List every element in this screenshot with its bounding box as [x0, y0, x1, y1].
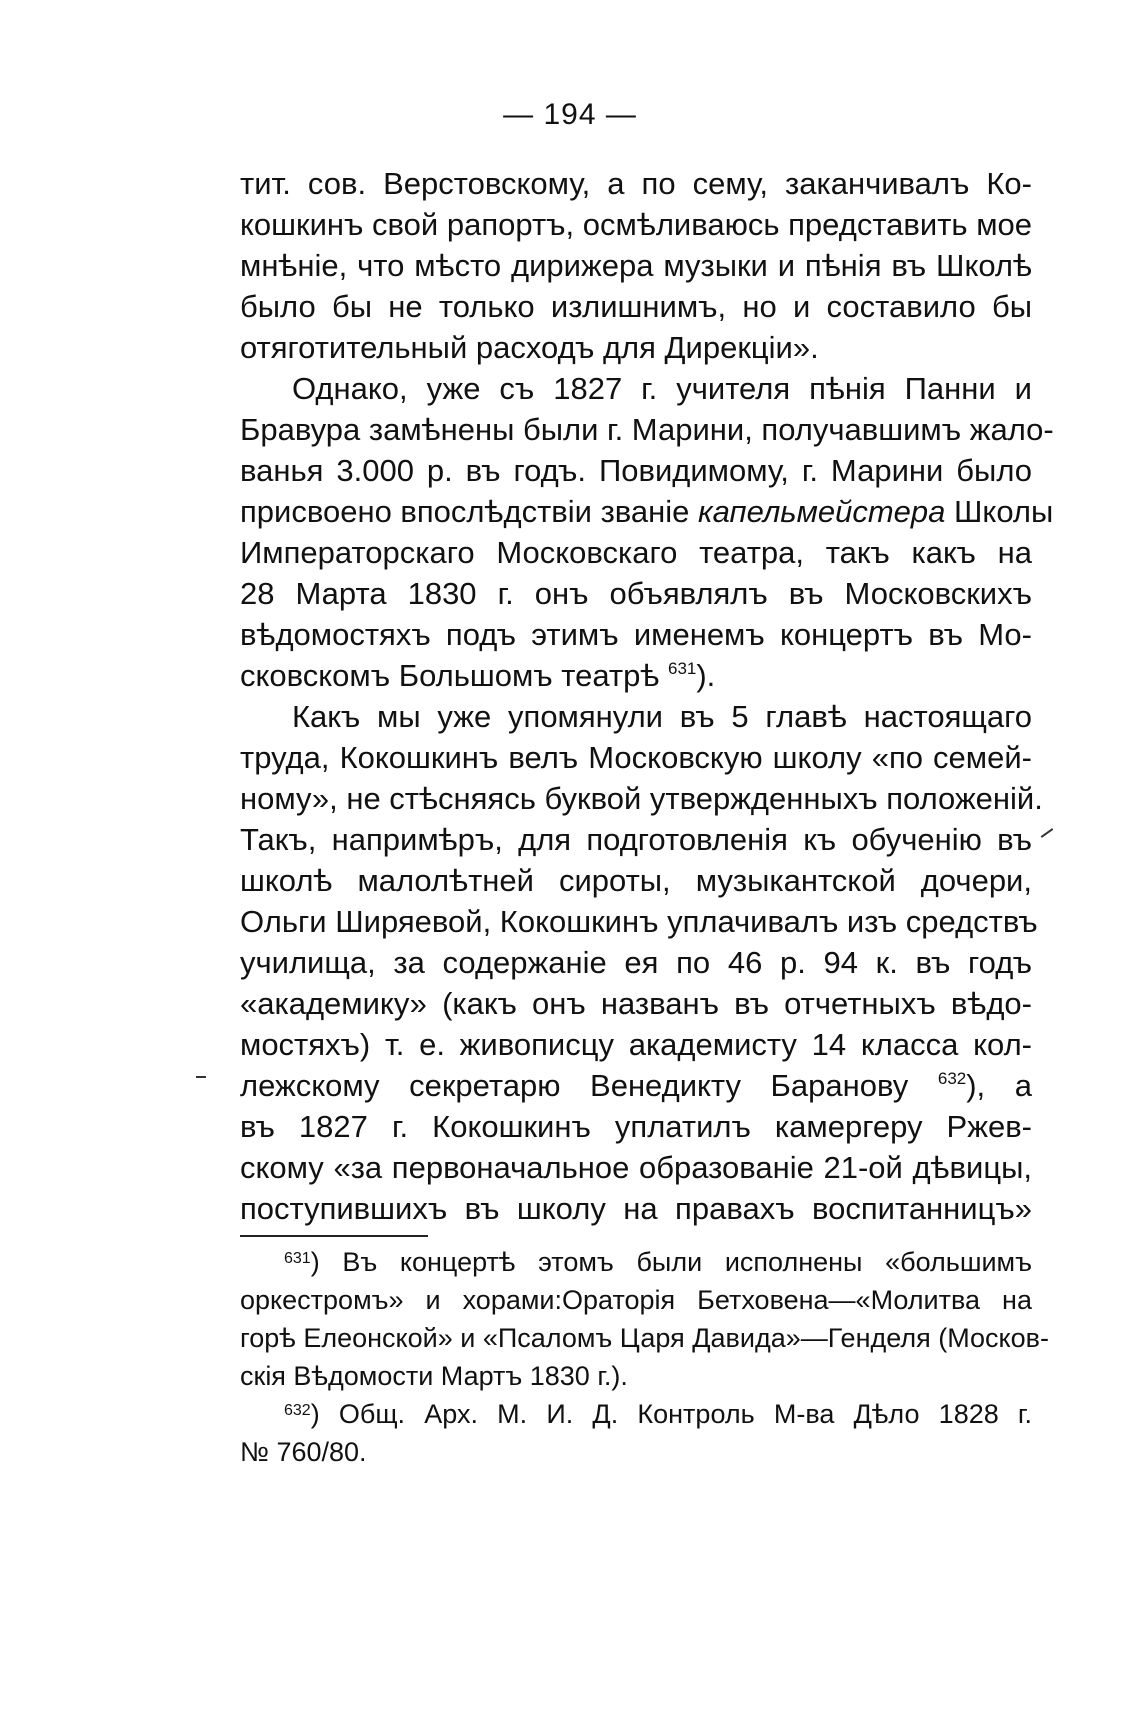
footnote-line: [240, 1395, 1032, 1433]
footnotes: [240, 1243, 1049, 1471]
text-line: скому «за первоначальное образованіе 21-ой дѣвицы,: [240, 1150, 1032, 1185]
margin-pencil-mark: [196, 1076, 206, 1078]
text-line: Императорскаго Московскаго театра, такъ какъ на: [240, 535, 1032, 570]
text-line: вѣдомостяхъ подъ этимъ именемъ концертъ въ Мо-: [240, 617, 1032, 652]
text-line: ному», не стѣсняясь буквой утвержденныхъ положеній.: [240, 781, 1043, 816]
text-line: «академику» (какъ онъ названъ въ отчетныхъ вѣдо-: [240, 986, 1032, 1021]
page-number: — 194 —: [503, 98, 637, 131]
text-line: тит. сов. Верстовскому, а по сему, заканчивалъ Ко-: [240, 166, 1032, 201]
footnote-reference: 631: [667, 659, 697, 678]
footnote-divider: [240, 1235, 428, 1237]
text-line: кошкинъ свой рапортъ, осмѣливаюсь представить мое: [240, 207, 1032, 242]
body-text: [240, 163, 1054, 1229]
text-line: Какъ мы уже упомянули въ 5 главѣ настоящаго: [292, 699, 1032, 734]
text-segment: Школы: [945, 494, 1054, 529]
text-line: 28 Марта 1830 г. онъ объявлялъ въ Московскихъ: [240, 576, 1032, 611]
margin-pencil-mark: [1041, 828, 1054, 838]
text-line: Бравура замѣнены были г. Марини, получавшимъ жало-: [240, 412, 1054, 447]
footnote-line: скія Вѣдомости Мартъ 1830 г.).: [240, 1361, 628, 1391]
footnote-text: ) Общ. Арх. М. И. Д. Контроль М-ва Дѣло 1828 г.: [310, 1399, 1032, 1429]
text-segment: присвоено впослѣдствіи званіе: [240, 494, 699, 529]
footnote-line: горѣ Елеонской» и «Псаломъ Царя Давида»—Генделя (Москов-: [240, 1323, 1049, 1353]
text-line: отяготительный расходъ для Дирекціи».: [240, 330, 819, 365]
text-segment: сковскомъ Большомъ театрѣ: [240, 658, 668, 693]
text-segment: ).: [696, 658, 716, 693]
text-line: школѣ малолѣтней сироты, музыкантской дочери,: [240, 863, 1032, 898]
italic-term: капельмейстера: [698, 494, 946, 529]
text-segment: ), а: [966, 1068, 1032, 1103]
text-line: ванья 3.000 р. въ годъ. Повидимому, г. Марини было: [240, 453, 1032, 488]
text-line: Однако, уже съ 1827 г. учителя пѣнія Панни и: [292, 371, 1032, 406]
text-line: поступившихъ въ школу на правахъ воспитанницъ»: [240, 1191, 1032, 1226]
text-line: [240, 655, 1032, 696]
text-line: [240, 1065, 1032, 1106]
footnote-line: оркестромъ» и хорами:Ораторія Бетховена—«Молитва на: [240, 1285, 1032, 1315]
footnote-marker: 631: [284, 1250, 311, 1267]
footnote-reference: 632: [937, 1069, 967, 1088]
text-line: мнѣніе, что мѣсто дирижера музыки и пѣнія въ Школѣ: [240, 248, 1032, 283]
text-line: было бы не только излишнимъ, но и составило бы: [240, 289, 1032, 324]
footnote-text: ) Въ концертѣ этомъ были исполнены «большимъ: [310, 1247, 1032, 1277]
footnote-marker: 632: [284, 1402, 311, 1419]
text-segment: лежскому секретарю Венедикту Баранову: [240, 1068, 938, 1103]
footnote-line: [240, 1243, 1032, 1281]
footnote-line: № 760/80.: [240, 1437, 367, 1467]
text-line: [240, 491, 1054, 532]
text-line: училища, за содержаніе ея по 46 р. 94 к. въ годъ: [240, 945, 1032, 980]
text-line: труда, Кокошкинъ велъ Московскую школу «по семей-: [240, 740, 1032, 775]
text-line: Такъ, напримѣръ, для подготовленія къ обученію въ: [240, 822, 1032, 857]
text-line: мостяхъ) т. е. живописцу академисту 14 класса кол-: [240, 1027, 1032, 1062]
text-line: Ольги Ширяевой, Кокошкинъ уплачивалъ изъ средствъ: [240, 904, 1038, 939]
text-line: въ 1827 г. Кокошкинъ уплатилъ камергеру Ржев-: [240, 1109, 1032, 1144]
